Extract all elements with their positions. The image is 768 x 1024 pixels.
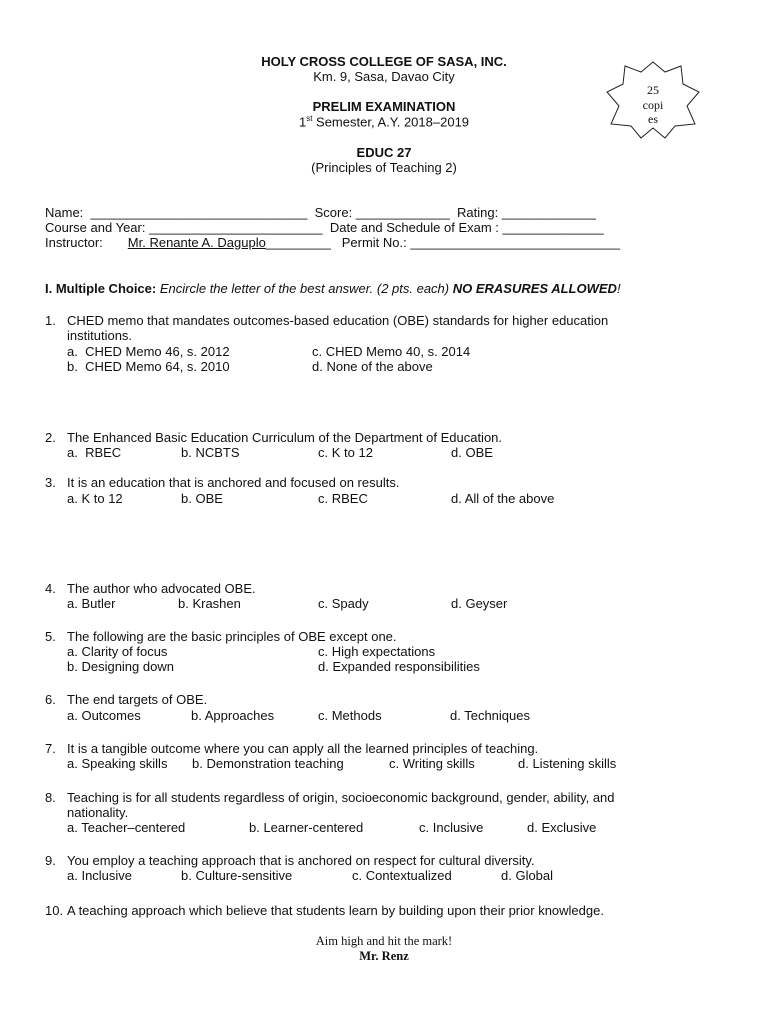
- name-score-rating-row: Name: ______________________________ Score: _____________ Rating: _____________: [45, 205, 596, 220]
- choice[interactable]: d. Techniques: [450, 708, 530, 723]
- choice[interactable]: d. Listening skills: [518, 756, 617, 771]
- choice[interactable]: d. Exclusive: [527, 820, 597, 835]
- choice[interactable]: c. RBEC: [318, 491, 368, 506]
- choice[interactable]: c. Writing skills: [389, 756, 475, 771]
- course-date-row: Course and Year: ________________________ Date and Schedule of Exam : ______________: [45, 220, 604, 235]
- choice[interactable]: a. Outcomes: [67, 708, 141, 723]
- badge-line-2: copi: [642, 98, 664, 112]
- choice[interactable]: a. Teacher–centered: [67, 820, 186, 835]
- footer-signature: Mr. Renz: [359, 949, 409, 963]
- choice[interactable]: a. Inclusive: [67, 868, 133, 883]
- course-title: (Principles of Teaching 2): [311, 160, 457, 175]
- choice[interactable]: a. K to 12: [67, 491, 123, 506]
- choice[interactable]: d. All of the above: [451, 491, 555, 506]
- choice[interactable]: b. NCBTS: [181, 445, 240, 460]
- section-heading: I. Multiple Choice: Encircle the letter of the best answer. (2 pts. each) NO ERASURES ALLOWED!: [45, 281, 621, 296]
- badge-line-3: es: [648, 112, 658, 124]
- choice[interactable]: c. CHED Memo 40, s. 2014: [312, 344, 471, 359]
- school-name: HOLY CROSS COLLEGE OF SASA, INC.: [261, 54, 507, 69]
- instructor-name: Mr. Renante A. Daguplo: [127, 235, 266, 250]
- choice[interactable]: a. Clarity of focus: [67, 644, 168, 659]
- choice[interactable]: b. Designing down: [67, 659, 174, 674]
- choice[interactable]: b. Learner-centered: [249, 820, 364, 835]
- choice[interactable]: b. CHED Memo 64, s. 2010: [67, 359, 230, 374]
- footer-motto: Aim high and hit the mark!: [315, 934, 453, 948]
- choice[interactable]: c. Methods: [318, 708, 382, 723]
- choice[interactable]: a. Speaking skills: [67, 756, 168, 771]
- choice[interactable]: b. OBE: [181, 491, 223, 506]
- choice[interactable]: d. OBE: [451, 445, 493, 460]
- choice[interactable]: a. Butler: [67, 596, 116, 611]
- course-code: EDUC 27: [356, 145, 412, 160]
- exam-title: PRELIM EXAMINATION: [312, 99, 456, 114]
- choice[interactable]: b. Krashen: [178, 596, 241, 611]
- instructor-row: Instructor: Mr. Renante A. Daguplo_________ Permit No.: _____________________________: [45, 235, 621, 250]
- semester-line: 1st Semester, A.Y. 2018–2019: [298, 114, 470, 130]
- choice[interactable]: c. K to 12: [318, 445, 373, 460]
- choice[interactable]: c. Contextualized: [352, 868, 452, 883]
- choice[interactable]: d. Expanded responsibilities: [318, 659, 480, 674]
- choice[interactable]: c. Inclusive: [419, 820, 484, 835]
- choice[interactable]: d. Global: [501, 868, 554, 883]
- choice[interactable]: c. High expectations: [318, 644, 436, 659]
- badge-line-1: 25: [647, 83, 659, 97]
- school-address: Km. 9, Sasa, Davao City: [313, 69, 455, 84]
- choice[interactable]: d. None of the above: [312, 359, 433, 374]
- choice[interactable]: b. Culture-sensitive: [181, 868, 293, 883]
- choice[interactable]: a. RBEC: [67, 445, 122, 460]
- choice[interactable]: d. Geyser: [451, 596, 508, 611]
- choice[interactable]: b. Demonstration teaching: [192, 756, 344, 771]
- choice[interactable]: a. CHED Memo 46, s. 2012: [67, 344, 230, 359]
- choice[interactable]: c. Spady: [318, 596, 369, 611]
- choice[interactable]: b. Approaches: [191, 708, 275, 723]
